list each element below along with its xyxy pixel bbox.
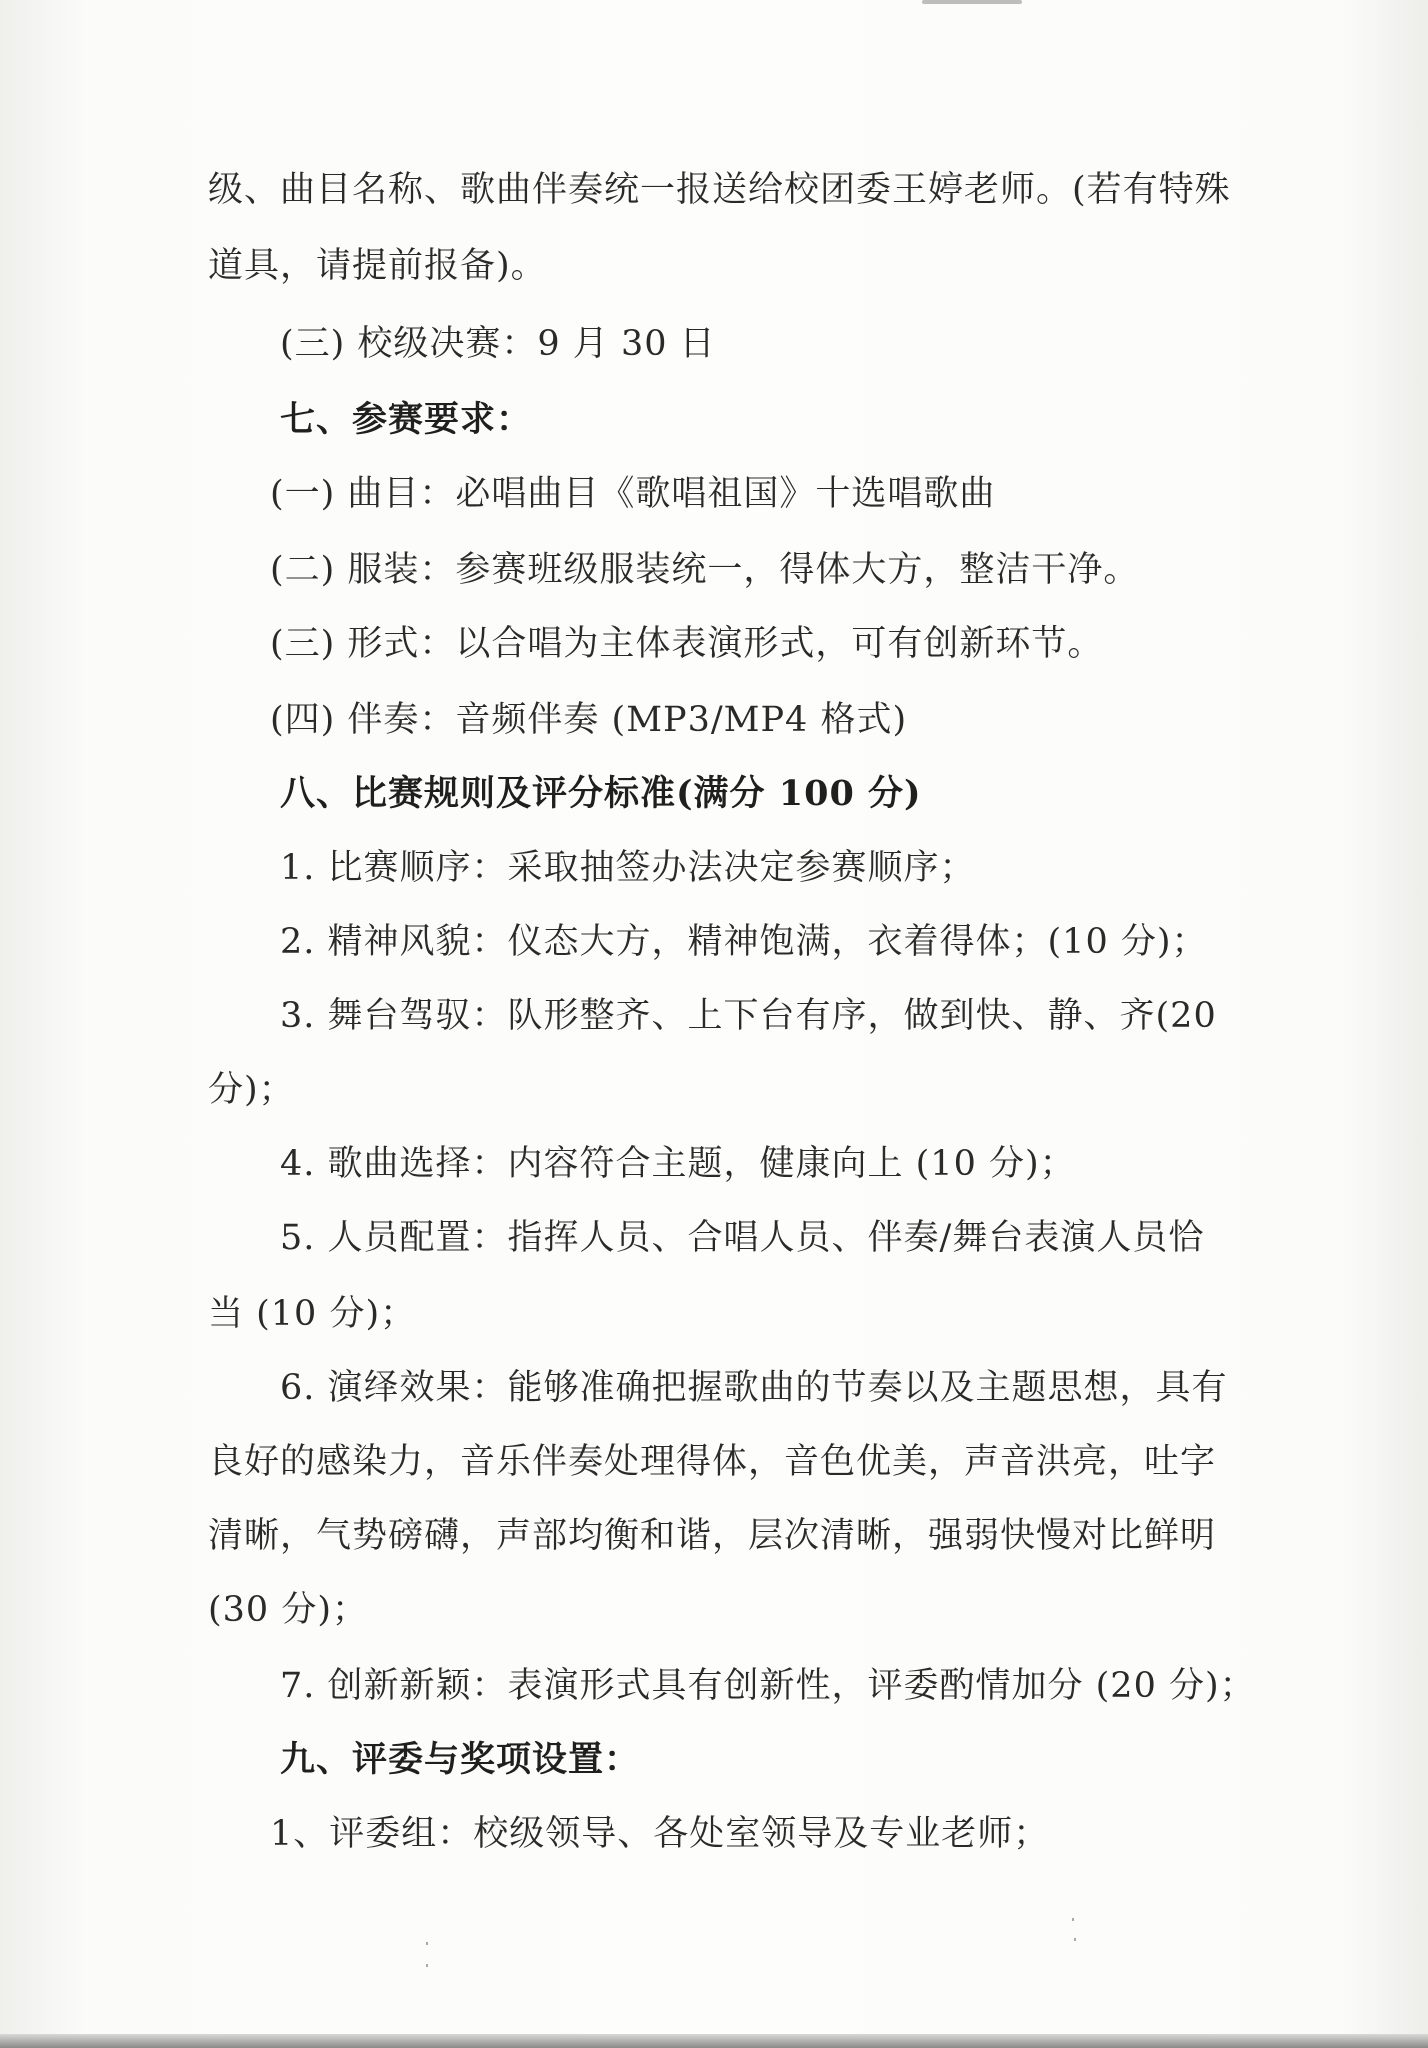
- text-line: 4. 歌曲选择：内容符合主题，健康向上 (10 分)；: [280, 1144, 1076, 1184]
- text-line: (三) 形式：以合唱为主体表演形式，可有创新环节。: [270, 624, 1104, 664]
- text-line: (二) 服装：参赛班级服装统一，得体大方，整洁干净。: [270, 550, 1140, 590]
- scan-speck: [1072, 1918, 1074, 1921]
- text-line: 3. 舞台驾驭：队形整齐、上下台有序，做到快、静、齐(20: [280, 996, 1217, 1036]
- text-line: 良好的感染力，音乐伴奏处理得体，音色优美，声音洪亮，吐字: [208, 1442, 1217, 1482]
- text-line: 分)；: [208, 1070, 295, 1110]
- scan-speck: [426, 1964, 428, 1967]
- text-line: 级、曲目名称、歌曲伴奏统一报送给校团委王婷老师。(若有特殊: [208, 170, 1231, 210]
- scan-mark: [922, 0, 1022, 4]
- text-line: (30 分)；: [208, 1590, 368, 1630]
- text-line: 清晰，气势磅礴，声部均衡和谐，层次清晰，强弱快慢对比鲜明: [208, 1516, 1217, 1556]
- text-line: (三) 校级决赛：9 月 30 日: [280, 324, 716, 364]
- page-bottom-edge: [0, 2034, 1428, 2048]
- text-line: 当 (10 分)；: [208, 1294, 417, 1334]
- scan-speck: [1074, 1938, 1076, 1941]
- text-line: 5. 人员配置：指挥人员、合唱人员、伴奏/舞台表演人员恰: [280, 1218, 1205, 1258]
- section-heading-7: 七、参赛要求：: [280, 399, 533, 440]
- section-heading-8: 八、比赛规则及评分标准(满分 100 分): [280, 773, 922, 814]
- text-line: 道具，请提前报备)。: [208, 246, 547, 286]
- text-line: 2. 精神风貌：仪态大方，精神饱满，衣着得体；(10 分)；: [280, 922, 1208, 962]
- text-line: 7. 创新新颖：表演形式具有创新性，评委酌情加分 (20 分)；: [280, 1666, 1256, 1706]
- scan-speck: [426, 1942, 428, 1945]
- text-line: (四) 伴奏：音频伴奏 (MP3/MP4 格式): [270, 700, 908, 740]
- text-line: (一) 曲目：必唱曲目《歌唱祖国》十选唱歌曲: [270, 474, 996, 514]
- text-line: 1、评委组：校级领导、各处室领导及专业老师；: [270, 1814, 1050, 1854]
- section-heading-9: 九、评委与奖项设置：: [280, 1739, 641, 1780]
- text-line: 1. 比赛顺序：采取抽签办法决定参赛顺序；: [280, 848, 976, 888]
- text-line: 6. 演绎效果：能够准确把握歌曲的节奏以及主题思想，具有: [280, 1368, 1228, 1408]
